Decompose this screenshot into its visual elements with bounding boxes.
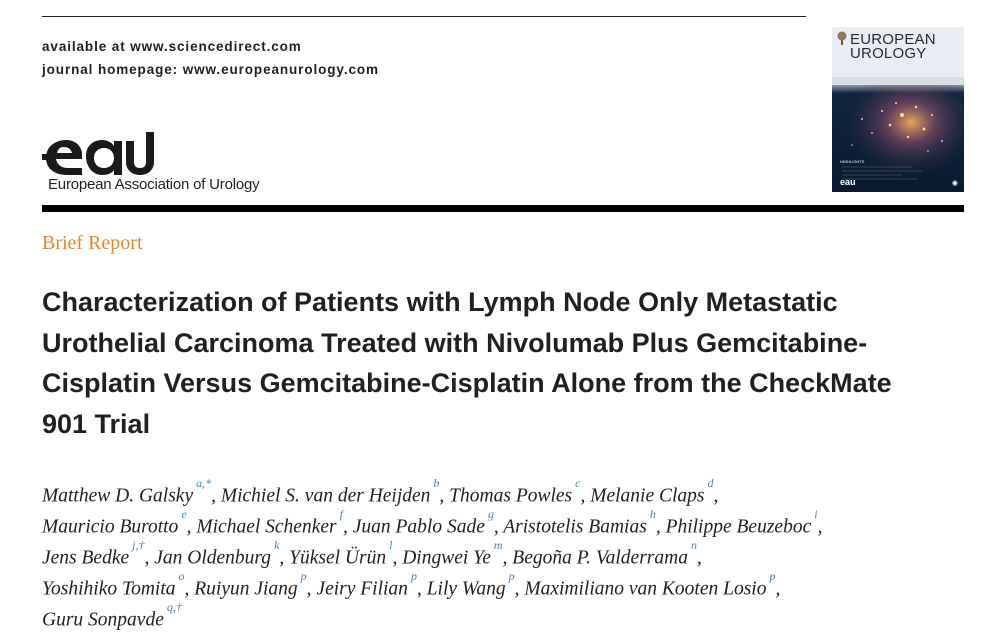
- affiliation-marker[interactable]: l: [389, 538, 393, 552]
- cover-highlights-label: HIGHLIGHTS: [840, 159, 865, 164]
- author-name[interactable]: Thomas Powles: [449, 485, 573, 507]
- author-name[interactable]: Begoña P. Valderrama: [512, 547, 688, 569]
- author-name[interactable]: Juan Pablo Sade: [352, 516, 485, 538]
- title-line: Urothelial Carcinoma Treated with Nivolumab Plus Gemcitabine-: [42, 327, 868, 358]
- author-name[interactable]: Matthew D. Galsky: [42, 485, 194, 507]
- elsevier-tree-icon: [836, 31, 848, 45]
- affiliation-marker[interactable]: b: [433, 476, 440, 490]
- author-name[interactable]: Philippe Beuzeboc: [665, 516, 812, 538]
- author-name[interactable]: Michiel S. van der Heijden: [220, 485, 431, 507]
- sciencedirect-link[interactable]: available at www.sciencedirect.com: [42, 39, 302, 54]
- author-name[interactable]: Jan Oldenburg: [154, 547, 272, 569]
- affiliation-marker[interactable]: p: [410, 569, 417, 583]
- affiliation-marker[interactable]: p: [508, 569, 515, 583]
- journal-homepage-link[interactable]: journal homepage: www.europeanurology.com: [42, 62, 379, 77]
- affiliation-marker[interactable]: h: [649, 507, 656, 521]
- author-line: Yoshihiko Tomita$^o$, Ruiyun Jiang$^p$, Jeiry Filian$^p$, Lily Wang$^p$, Maximiliano van Kooten Losio$^p$,: [42, 569, 781, 600]
- author-line: Matthew D. Galsky$^{a,*}$, Michiel S. van der Heijden$^b$, Thomas Powles$^c$, Melanie Claps$^d$,: [42, 476, 719, 507]
- author-name[interactable]: Maximiliano van Kooten Losio: [524, 578, 767, 600]
- author-line: [42, 602, 967, 633]
- author-name[interactable]: Aristotelis Bamias: [503, 516, 647, 538]
- affiliation-marker[interactable]: p: [300, 569, 307, 583]
- affiliation-marker[interactable]: o: [178, 569, 185, 583]
- author-name[interactable]: Mauricio Burotto: [42, 516, 179, 538]
- affiliation-marker[interactable]: j,†: [132, 538, 145, 552]
- affiliation-marker[interactable]: f: [339, 507, 343, 521]
- title-line: 901 Trial: [42, 408, 151, 439]
- cover-artwork: [832, 85, 964, 192]
- top-rule: [42, 16, 806, 17]
- title-line: Characterization of Patients with Lymph Node Only Metastatic: [42, 287, 838, 317]
- author-name[interactable]: Dingwei Ye: [402, 547, 491, 569]
- author-name[interactable]: Yoshihiko Tomita: [42, 578, 176, 600]
- author-line: Mauricio Burotto$^e$, Michael Schenker$^f$, Juan Pablo Sade$^g$, Aristotelis Bamias$^h$, Philippe Beuzeboc$^i$,: [42, 507, 823, 538]
- affiliation-marker[interactable]: m: [493, 538, 503, 552]
- cover-band: [832, 77, 964, 85]
- author-list: [42, 478, 967, 633]
- affiliation-marker[interactable]: g: [487, 507, 494, 521]
- elsevier-icon: ◉: [951, 180, 958, 187]
- society-name: European Association of Urology: [48, 176, 260, 193]
- author-line: Jens Bedke$^{j,\dagger}$, Jan Oldenburg$^k$, Yüksel Ürün$^l$, Dingwei Ye$^m$, Begoña P. Valderrama$^n$,: [42, 538, 702, 569]
- author-name[interactable]: Lily Wang: [426, 578, 506, 600]
- affiliation-marker[interactable]: i: [814, 507, 818, 521]
- author-name[interactable]: Jens Bedke: [42, 547, 130, 569]
- author-name[interactable]: Guru Sonpavde: [42, 609, 164, 631]
- header-divider: [42, 205, 964, 212]
- article-title: [42, 282, 962, 444]
- affiliation-marker[interactable]: q,†: [166, 600, 182, 614]
- journal-cover[interactable]: [832, 27, 964, 192]
- affiliation-marker[interactable]: a,*: [196, 476, 212, 490]
- affiliation-marker[interactable]: d: [707, 476, 714, 490]
- author-name[interactable]: Ruiyun Jiang: [194, 578, 298, 600]
- affiliation-marker[interactable]: p: [769, 569, 776, 583]
- title-line: Cisplatin Versus Gemcitabine-Cisplatin Alone from the CheckMate: [42, 368, 892, 398]
- eau-logo-icon: [42, 132, 154, 176]
- author-name[interactable]: Melanie Claps: [590, 485, 705, 507]
- author-name[interactable]: Yüksel Ürün: [289, 547, 387, 569]
- affiliation-marker[interactable]: e: [181, 507, 187, 521]
- affiliation-marker[interactable]: k: [274, 538, 280, 552]
- cover-eau-brand: eau: [840, 177, 856, 187]
- article-type: Brief Report: [42, 232, 143, 254]
- cover-journal-title: EUROPEAN UROLOGY: [850, 31, 936, 62]
- author-name[interactable]: Jeiry Filian: [316, 578, 408, 600]
- affiliation-marker[interactable]: n: [690, 538, 697, 552]
- affiliation-marker[interactable]: c: [575, 476, 581, 490]
- author-name[interactable]: Michael Schenker: [196, 516, 337, 538]
